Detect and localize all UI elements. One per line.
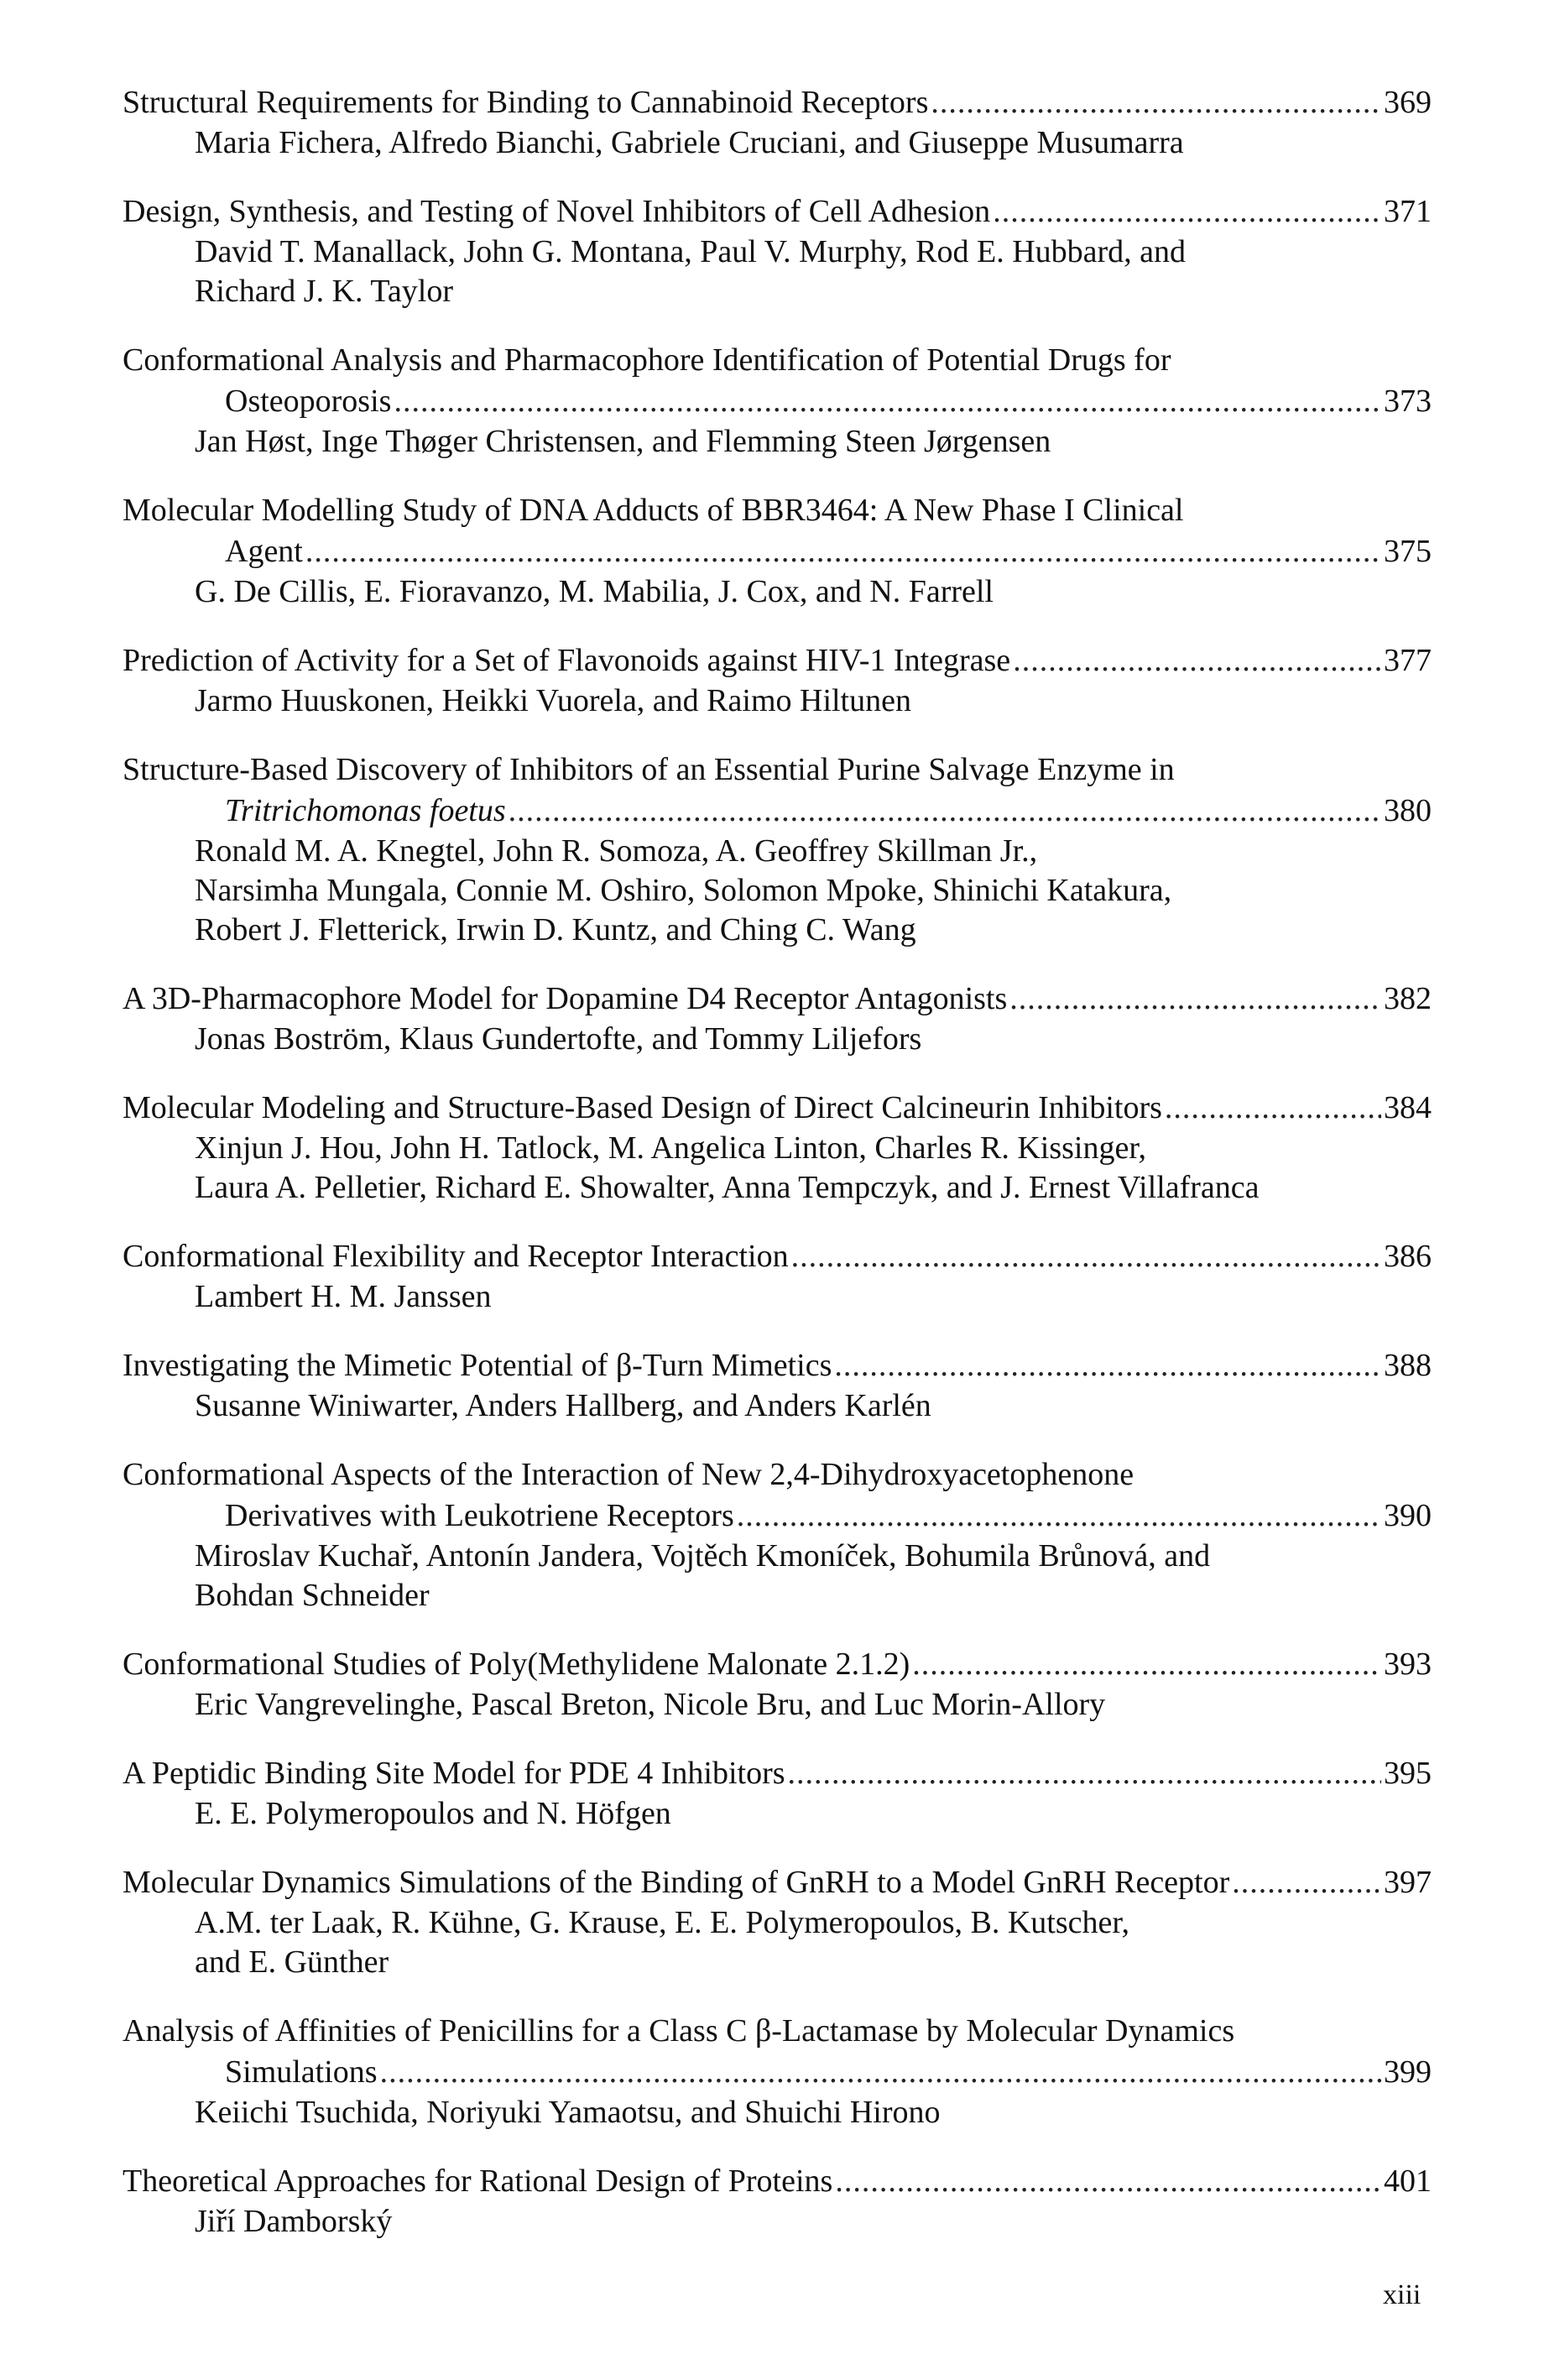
toc-entry-authors (123, 1277, 1432, 1317)
toc-entry-title-text: Molecular Dynamics Simulations of the Binding of GnRH to a Model GnRH Receptor (123, 1865, 1230, 1900)
toc-entry-title (123, 1088, 1432, 1129)
author-line: Jiří Damborský (195, 2204, 393, 2239)
toc-entry-page-number: 399 (1384, 2054, 1432, 2090)
toc-entry (123, 82, 1432, 163)
toc-entry-title-text: Tritrichomonas foetus (225, 793, 506, 828)
toc-entry-title (123, 82, 1432, 123)
author-line: Narsimha Mungala, Connie M. Oshiro, Solomon Mpoke, Shinichi Katakura, (195, 873, 1172, 908)
toc-entry-authors (123, 1386, 1432, 1426)
toc-entry-authors (123, 1020, 1432, 1059)
toc-entry-title (123, 1495, 1432, 1537)
dot-leader (509, 791, 1381, 832)
toc-entry-title-text: Simulations (225, 2054, 378, 2090)
toc-entry-title (123, 1753, 1432, 1794)
toc-entry-title (123, 1862, 1432, 1903)
toc-entry-title (123, 1345, 1432, 1386)
toc-entry (123, 1862, 1432, 1982)
toc-entry-title-text: Structural Requirements for Binding to Cannabinoid Receptors (123, 85, 929, 120)
author-line: Xinjun J. Hou, John H. Tatlock, M. Angelica Linton, Charles R. Kissinger, (195, 1130, 1146, 1166)
dot-leader (1009, 979, 1381, 1020)
toc-entry-title (123, 791, 1432, 832)
toc-entry-title (123, 2052, 1432, 2093)
toc-entry-authors (123, 572, 1432, 612)
author-line: Miroslav Kuchař, Antonín Jandera, Vojtěch Kmoníček, Bohumila Brůnová, and (195, 1538, 1211, 1574)
toc-entry-page-number: 395 (1384, 1756, 1432, 1791)
toc-entry-authors (123, 232, 1432, 311)
toc-entry (123, 191, 1432, 311)
toc-entry (123, 2011, 1432, 2132)
author-line: Jonas Boström, Klaus Gundertofte, and Tommy Liljefors (195, 1021, 922, 1057)
toc-entry-title-text: A 3D-Pharmacophore Model for Dopamine D4 Receptor Antagonists (123, 981, 1008, 1016)
toc-entry (123, 340, 1432, 462)
toc-entry (123, 1454, 1432, 1615)
toc-entry-page-number: 369 (1384, 85, 1432, 120)
toc-entry (123, 2161, 1432, 2242)
author-line: G. De Cillis, E. Fioravanzo, M. Mabilia, J. Cox, and N. Farrell (195, 574, 994, 609)
author-line: Susanne Winiwarter, Anders Hallberg, and Anders Karlén (195, 1388, 931, 1423)
toc-entry-title-text: Prediction of Activity for a Set of Flavonoids against HIV-1 Integrase (123, 643, 1011, 678)
author-line: Maria Fichera, Alfredo Bianchi, Gabriele Cruciani, and Giuseppe Musumarra (195, 125, 1184, 160)
toc-entry-title-text: Investigating the Mimetic Potential of β-Turn Mimetics (123, 1348, 832, 1383)
toc-entry-title (123, 640, 1432, 681)
toc-entry-page-number: 384 (1384, 1090, 1432, 1125)
author-line: E. E. Polymeropoulos and N. Höfgen (195, 1796, 671, 1831)
toc-entry-title-text: Theoretical Approaches for Rational Design of Proteins (123, 2163, 833, 2199)
toc-entry-authors (123, 123, 1432, 163)
author-line: Ronald M. A. Knegtel, John R. Somoza, A. Geoffrey Skillman Jr., (195, 833, 1038, 869)
toc-entry-title-text: Agent (225, 534, 303, 569)
toc-entry (123, 749, 1432, 950)
dot-leader (835, 2161, 1381, 2202)
dot-leader (1232, 1862, 1381, 1903)
toc-entry-title-line: Conformational Analysis and Pharmacophore Identification of Potential Drugs for (123, 342, 1171, 378)
toc-entry-title (123, 2161, 1432, 2202)
toc-entry-title (123, 1236, 1432, 1277)
toc-entry-title (123, 191, 1432, 232)
toc-entry-title (123, 381, 1432, 422)
toc-entry-page-number: 380 (1384, 793, 1432, 828)
dot-leader (993, 191, 1381, 232)
toc-entry-page-number: 375 (1384, 534, 1432, 569)
toc-entry-page-number: 388 (1384, 1348, 1432, 1383)
author-line: Jarmo Huuskonen, Heikki Vuorela, and Raimo Hiltunen (195, 683, 911, 718)
toc-entry-page-number: 371 (1384, 194, 1432, 229)
toc-entry-title-text: Osteoporosis (225, 384, 392, 419)
toc-entry-page-number: 373 (1384, 384, 1432, 419)
dot-leader (912, 1644, 1381, 1685)
toc-entry-title-text: Design, Synthesis, and Testing of Novel Inhibitors of Cell Adhesion (123, 194, 991, 229)
toc-entry (123, 979, 1432, 1059)
author-line: Richard J. K. Taylor (195, 274, 453, 309)
toc-entry-authors (123, 2093, 1432, 2132)
toc-entry (123, 1753, 1432, 1834)
toc-entry-authors (123, 2202, 1432, 2242)
toc-entry-title-line: Molecular Modelling Study of DNA Adducts of BBR3464: A New Phase I Clinical (123, 493, 1184, 528)
dot-leader (834, 1345, 1381, 1386)
toc-entry-title-line: Conformational Aspects of the Interaction of New 2,4-Dihydroxyacetophenone (123, 1457, 1135, 1492)
toc-entry (123, 1236, 1432, 1317)
toc-entry (123, 640, 1432, 721)
toc-entry-title-text: A Peptidic Binding Site Model for PDE 4 Inhibitors (123, 1756, 785, 1791)
toc-entry-page-number: 393 (1384, 1647, 1432, 1682)
author-line: Laura A. Pelletier, Richard E. Showalter, Anna Tempczyk, and J. Ernest Villafranca (195, 1170, 1260, 1205)
author-line: Bohdan Schneider (195, 1578, 430, 1613)
toc-entry-title (123, 531, 1432, 572)
author-line: Eric Vangrevelinghe, Pascal Breton, Nicole Bru, and Luc Morin-Allory (195, 1687, 1106, 1722)
toc-entry-page-number: 377 (1384, 643, 1432, 678)
dot-leader (737, 1495, 1381, 1537)
toc-entry-authors (123, 1903, 1432, 1982)
toc-entry (123, 1345, 1432, 1426)
toc-entry (123, 1644, 1432, 1725)
toc-entry-page-number: 382 (1384, 981, 1432, 1016)
toc-entry-title (123, 1644, 1432, 1685)
toc-entry-title-text: Conformational Flexibility and Receptor Interaction (123, 1239, 789, 1274)
toc-entry-authors (123, 832, 1432, 950)
toc-entry-page-number: 386 (1384, 1239, 1432, 1274)
dot-leader (931, 82, 1381, 123)
toc-entry-authors (123, 1794, 1432, 1834)
author-line: Jan Høst, Inge Thøger Christensen, and Flemming Steen Jørgensen (195, 424, 1051, 459)
toc-entry-authors (123, 422, 1432, 462)
dot-leader (394, 381, 1381, 422)
toc-entry-page-number: 401 (1384, 2163, 1432, 2199)
toc-entry-title-line: Analysis of Affinities of Penicillins for a Class C β-Lactamase by Molecular Dynamics (123, 2013, 1235, 2049)
author-line: Robert J. Fletterick, Irwin D. Kuntz, and Ching C. Wang (195, 912, 916, 947)
toc-entry-authors (123, 681, 1432, 721)
toc-entry-page-number: 397 (1384, 1865, 1432, 1900)
author-line: David T. Manallack, John G. Montana, Paul V. Murphy, Rod E. Hubbard, and (195, 234, 1187, 269)
dot-leader (1165, 1088, 1381, 1129)
author-line: and E. Günther (195, 1944, 389, 1980)
toc-entry-title-text: Derivatives with Leukotriene Receptors (225, 1498, 734, 1533)
dot-leader (791, 1236, 1381, 1277)
dot-leader (788, 1753, 1381, 1794)
author-line: Lambert H. M. Janssen (195, 1279, 492, 1314)
author-line: Keiichi Tsuchida, Noriyuki Yamaotsu, and Shuichi Hirono (195, 2095, 941, 2130)
toc-entry-title-text: Conformational Studies of Poly(Methylidene Malonate 2.1.2) (123, 1647, 910, 1682)
toc-entry-authors (123, 1685, 1432, 1725)
toc-entry-authors (123, 1129, 1432, 1208)
toc-entry (123, 1088, 1432, 1208)
toc-entry-page-number: 390 (1384, 1498, 1432, 1533)
toc-entry-authors (123, 1537, 1432, 1615)
table-of-contents (123, 82, 1432, 2270)
page-folio: xiii (1383, 2279, 1421, 2310)
toc-entry-title (123, 979, 1432, 1020)
author-line: A.M. ter Laak, R. Kühne, G. Krause, E. E. Polymeropoulos, B. Kutscher, (195, 1905, 1130, 1940)
dot-leader (380, 2052, 1381, 2093)
dot-leader (1013, 640, 1381, 681)
toc-entry-title-line: Structure-Based Discovery of Inhibitors of an Essential Purine Salvage Enzyme in (123, 752, 1175, 787)
toc-entry (123, 490, 1432, 612)
toc-entry-title-text: Molecular Modeling and Structure-Based Design of Direct Calcineurin Inhibitors (123, 1090, 1162, 1125)
dot-leader (305, 531, 1381, 572)
